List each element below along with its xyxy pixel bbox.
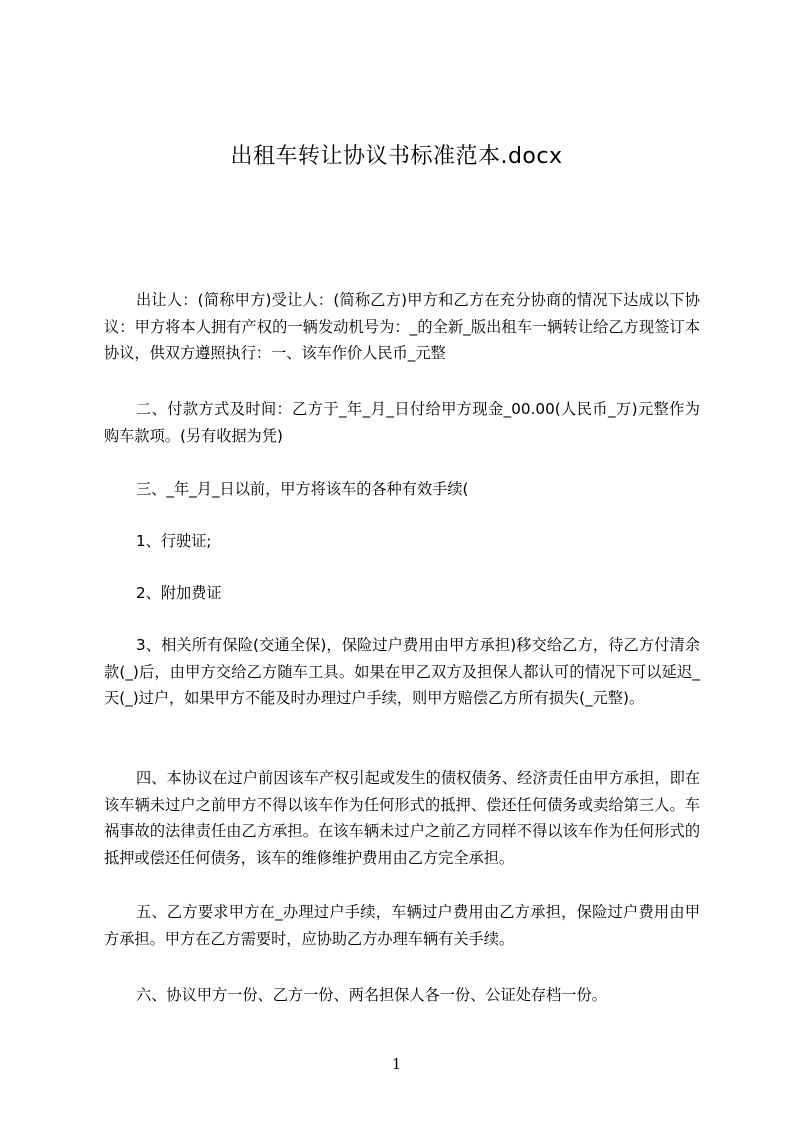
page-number: 1 (391, 1055, 402, 1073)
paragraph-documents: 三、_年_月_日以前，甲方将该车的各种有效手续( (136, 480, 469, 498)
paragraph-payment: 二、付款方式及时间：乙方于_年_月_日付给甲方现金_00.00(人民币_万)元整作为购车款项。(另有收据为凭) (104, 400, 700, 445)
document-title: 出租车转让协议书标准范本.docx (230, 144, 563, 169)
paragraph-intro: 出让人：(简称甲方)受让人：(简称乙方)甲方和乙方在充分协商的情况下达成以下协议：甲方将本人拥有产权的一辆发动机号为：_的全新_版出租车一辆转让给乙方现签订本协议，供双方遵照执行：一、该车作价人民币_元整 (104, 291, 700, 362)
paragraph-liability: 四、本协议在过户前因该车产权引起或发生的债权债务、经济责任由甲方承担，即在该车辆未过户之前甲方不得以该车作为任何形式的抵押、偿还任何债务或卖给第三人。车祸事故的法律责任由乙方承担。在该车辆未过户之前乙方同样不得以该车作为任何形式的抵押或偿还任何债务，该车的维修维护费用由乙方完全承担。 (104, 769, 700, 867)
paragraph-surcharge-cert: 2、附加费证 (136, 584, 222, 602)
paragraph-transfer: 五、乙方要求甲方在_办理过户手续，车辆过户费用由乙方承担，保险过户费用由甲方承担。甲方在乙方需要时，应协助乙方办理车辆有关手续。 (104, 903, 700, 948)
paragraph-insurance: 3、相关所有保险(交通全保)，保险过户费用由甲方承担)移交给乙方，待乙方付清余款(_)后，由甲方交给乙方随车工具。如果在甲乙双方及担保人都认可的情况下可以延迟_天(_)过户，如果甲方不能及时办理过户手续，则甲方赔偿乙方所有损失(_元整)。 (104, 636, 700, 707)
paragraph-driving-license: 1、行驶证; (136, 532, 212, 550)
paragraph-copies: 六、协议甲方一份、乙方一份、两名担保人各一份、公证处存档一份。 (136, 986, 607, 1004)
